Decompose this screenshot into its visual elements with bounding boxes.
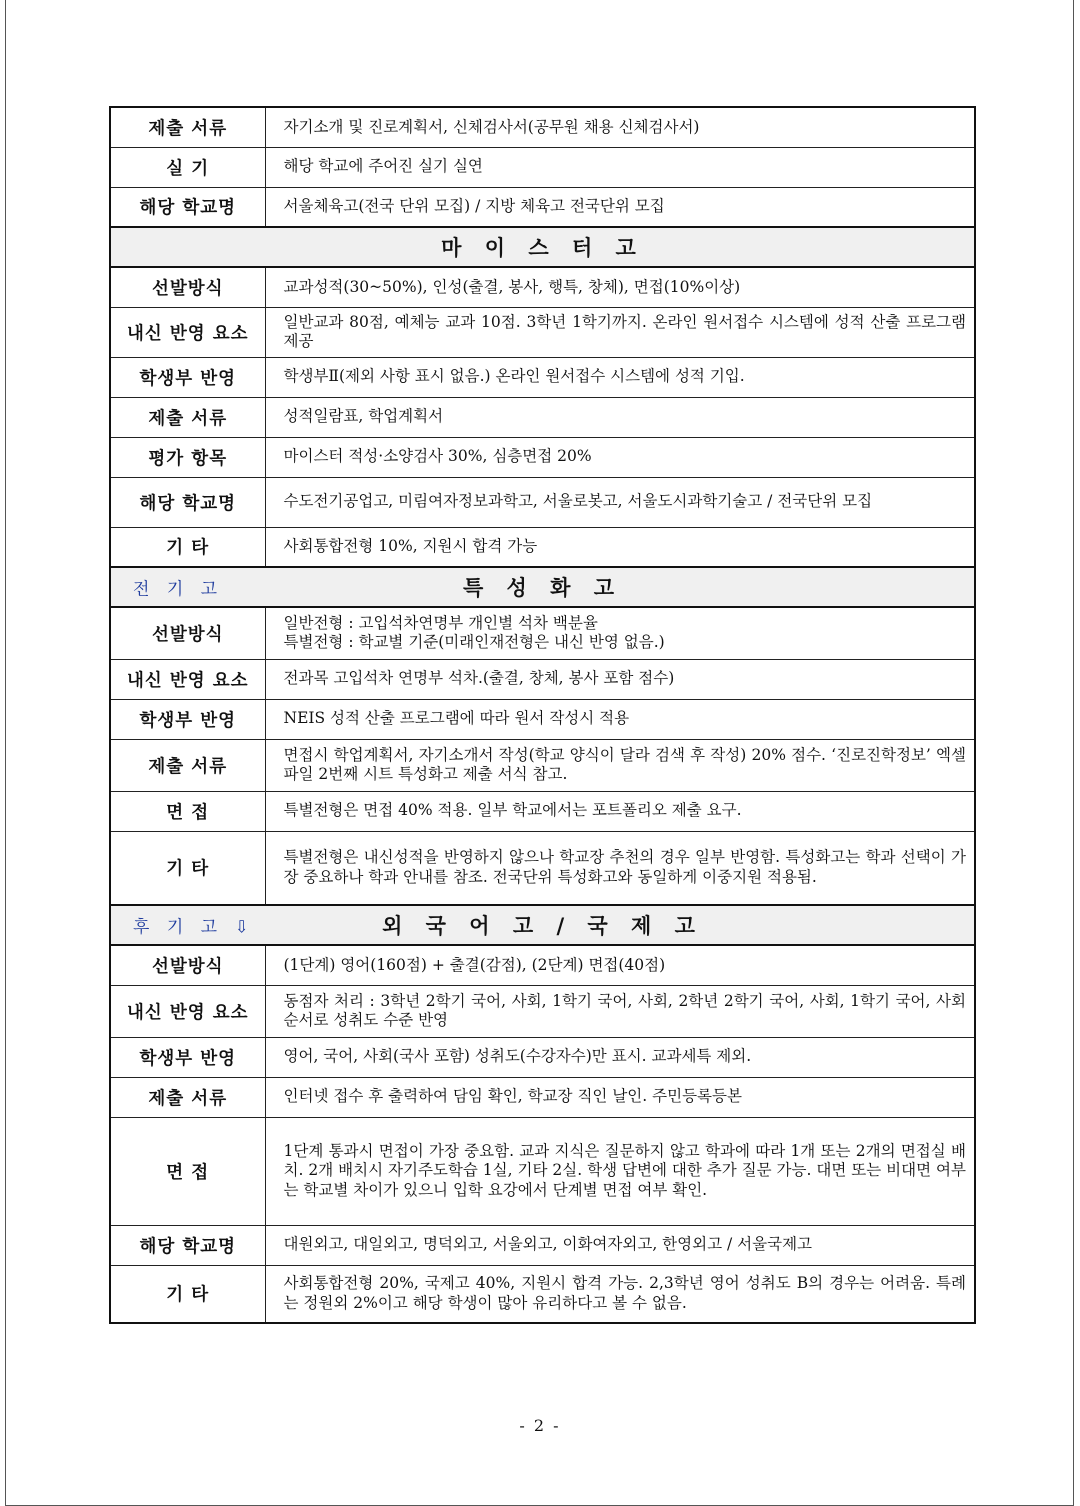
row-label: 기 타 [110, 1265, 265, 1323]
row-value: 인터넷 접수 후 출력하여 담임 확인, 학교장 직인 날인. 주민등록등본 [265, 1077, 975, 1117]
row-value: 교과성적(30~50%), 인성(출결, 봉사, 행특, 창체), 면접(10%이상) [265, 267, 975, 307]
row-value: 1단계 통과시 면접이 가장 중요함. 교과 지식은 질문하지 않고 학과에 따라 1개 또는 2개의 면접실 배치. 2개 배치시 자기주도학습 1실, 기타 2실. 학생 답변에 대한 추가 질문 가능. 대면 또는 비대면 여부는 학교별 차이가 있으니 입학 요강에서 단계별 면접 여부 확인. [265, 1117, 975, 1225]
row-label: 학생부 반영 [110, 1037, 265, 1077]
table-row [110, 187, 975, 227]
row-label: 평가 항목 [110, 437, 265, 477]
section-header-row [110, 227, 975, 267]
table-row [110, 945, 975, 985]
section-side-label: 후 기 고 ⇩ [133, 917, 255, 938]
row-label: 해당 학교명 [110, 477, 265, 527]
section-side-label: 전 기 고 [133, 579, 224, 600]
table-row [110, 831, 975, 905]
row-label: 면 접 [110, 791, 265, 831]
row-label: 실 기 [110, 147, 265, 187]
row-label: 제출 서류 [110, 107, 265, 147]
row-value: (1단계) 영어(160점) + 출결(감점), (2단계) 면접(40점) [265, 945, 975, 985]
admission-table [109, 106, 976, 1324]
table-row [110, 527, 975, 567]
row-label: 내신 반영 요소 [110, 307, 265, 357]
table-row [110, 1077, 975, 1117]
row-value: 대원외고, 대일외고, 명덕외고, 서울외고, 이화여자외고, 한영외고 / 서울국제고 [265, 1225, 975, 1265]
row-value: NEIS 성적 산출 프로그램에 따라 원서 작성시 적용 [265, 699, 975, 739]
row-value: 해당 학교에 주어진 실기 실연 [265, 147, 975, 187]
row-value: 자기소개 및 진로계획서, 신체검사서(공무원 채용 신체검사서) [265, 107, 975, 147]
section-title: 마 이 스 터 고 [441, 235, 644, 260]
row-label: 해당 학교명 [110, 187, 265, 227]
row-value: 특별전형은 면접 40% 적용. 일부 학교에서는 포트폴리오 제출 요구. [265, 791, 975, 831]
row-value: 수도전기공업고, 미림여자정보과학고, 서울로봇고, 서울도시과학기술고 / 전국단위 모집 [265, 477, 975, 527]
section-title-cell [110, 567, 975, 607]
table-row [110, 985, 975, 1037]
row-label: 제출 서류 [110, 1077, 265, 1117]
row-label: 선발방식 [110, 945, 265, 985]
row-label: 기 타 [110, 527, 265, 567]
section-header-row [110, 905, 975, 945]
section-header-row [110, 567, 975, 607]
row-label: 해당 학교명 [110, 1225, 265, 1265]
table-row [110, 791, 975, 831]
table-row [110, 357, 975, 397]
table-row [110, 1225, 975, 1265]
row-label: 내신 반영 요소 [110, 659, 265, 699]
section-title-cell [110, 905, 975, 945]
table-row [110, 307, 975, 357]
row-value: 마이스터 적성·소양검사 30%, 심층면접 20% [265, 437, 975, 477]
section-title: 특 성 화 고 [462, 575, 623, 600]
row-value: 면접시 학업계획서, 자기소개서 작성(학교 양식이 달라 검색 후 작성) 20% 점수. ‘진로진학정보’ 엑셀 파일 2번째 시트 특성화고 제출 서식 참고. [265, 739, 975, 791]
row-value: 사회통합전형 10%, 지원시 합격 가능 [265, 527, 975, 567]
row-label: 선발방식 [110, 607, 265, 659]
section-title-cell [110, 227, 975, 267]
row-value: 영어, 국어, 사회(국사 포함) 성취도(수강자수)만 표시. 교과세특 제외. [265, 1037, 975, 1077]
table-row [110, 477, 975, 527]
table-row [110, 699, 975, 739]
table-row [110, 267, 975, 307]
row-label: 선발방식 [110, 267, 265, 307]
row-value: 동점자 처리 : 3학년 2학기 국어, 사회, 1학기 국어, 사회, 2학년 2학기 국어, 사회, 1학기 국어, 사회 순서로 성취도 수준 반영 [265, 985, 975, 1037]
table-row [110, 107, 975, 147]
row-label: 제출 서류 [110, 397, 265, 437]
row-label: 학생부 반영 [110, 357, 265, 397]
row-value: 서울체육고(전국 단위 모집) / 지방 체육고 전국단위 모집 [265, 187, 975, 227]
table-row [110, 739, 975, 791]
row-label: 학생부 반영 [110, 699, 265, 739]
table-row [110, 659, 975, 699]
admission-table-body [110, 107, 975, 1323]
page-number: - 2 - [519, 1416, 561, 1435]
table-row [110, 1265, 975, 1323]
row-value: 전과목 고입석차 연명부 석차.(출결, 창체, 봉사 포함 점수) [265, 659, 975, 699]
row-label: 면 접 [110, 1117, 265, 1225]
row-value: 일반교과 80점, 예체능 교과 10점. 3학년 1학기까지. 온라인 원서접수 시스템에 성적 산출 프로그램 제공 [265, 307, 975, 357]
table-row [110, 1037, 975, 1077]
table-row [110, 437, 975, 477]
row-label: 내신 반영 요소 [110, 985, 265, 1037]
row-value: 특별전형은 내신성적을 반영하지 않으나 학교장 추천의 경우 일부 반영함. 특성화고는 학과 선택이 가장 중요하나 학과 안내를 참조. 전국단위 특성화고와 동일하게 이중지원 적용됨. [265, 831, 975, 905]
table-row [110, 607, 975, 659]
row-label: 제출 서류 [110, 739, 265, 791]
table-row [110, 147, 975, 187]
section-title: 외 국 어 고 / 국 제 고 [382, 913, 703, 938]
row-value: 사회통합전형 20%, 국제고 40%, 지원시 합격 가능. 2,3학년 영어 성취도 B의 경우는 어려움. 특례는 정원외 2%이고 해당 학생이 많아 유리하다고 볼 수 없음. [265, 1265, 975, 1323]
table-row [110, 397, 975, 437]
row-value: 성적일람표, 학업계획서 [265, 397, 975, 437]
row-label: 기 타 [110, 831, 265, 905]
row-value: 일반전형 : 고입석차연명부 개인별 석차 백분율 특별전형 : 학교별 기준(미래인재전형은 내신 반영 없음.) [265, 607, 975, 659]
row-value: 학생부Ⅱ(제외 사항 표시 없음.) 온라인 원서접수 시스템에 성적 기입. [265, 357, 975, 397]
table-row [110, 1117, 975, 1225]
